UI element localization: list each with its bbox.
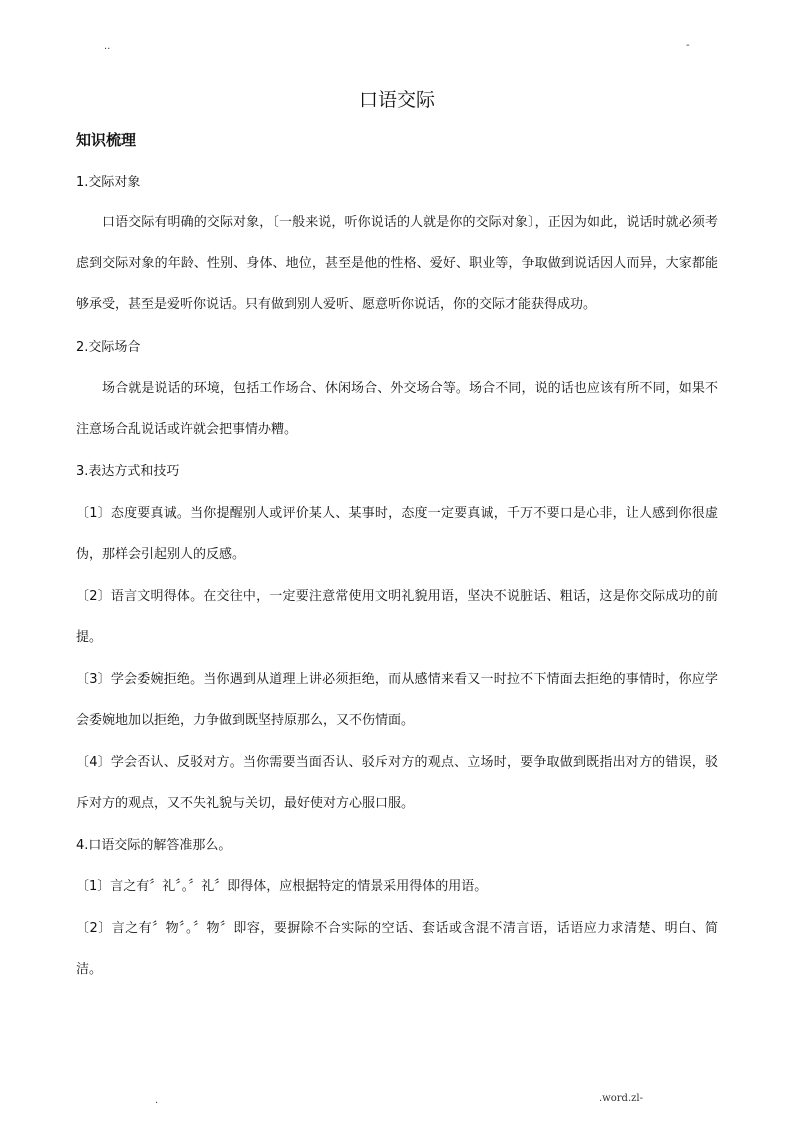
list-item-substance: 〔2〕言之有〞物〞。〞物〞即容，要摒除不合实际的空话、套话或含混不清言语，话语应力求清楚、明白、简洁。 [76, 921, 718, 977]
paragraph-communication-occasion: 场合就是说话的环境，包括工作场合、休闲场合、外交场合等。场合不同，说的话也应该有所不同，如果不注意场合乱说话或许就会把事情办糟。 [76, 381, 718, 437]
heading-communication-object: 1.交际对象 [76, 175, 141, 190]
list-item-tactful-refusal: 〔3〕学会委婉拒绝。当你遇到从道理上讲必须拒绝，而从感情来看又一时拉不下情面去拒绝的事情时，你应学会委婉地加以拒绝，力争做到既坚持原那么，又不伤情面。 [76, 672, 718, 728]
header-left-mark: .. [104, 41, 111, 52]
page-title: 口语交际 [358, 89, 435, 111]
footer-left-mark: . [155, 1095, 159, 1106]
heading-answer-criteria: 4.口语交际的解答准那么。 [76, 838, 232, 853]
footer-watermark-text: .word.zl- [599, 1093, 643, 1104]
header-right-mark: - [686, 40, 690, 51]
list-item-refute-opponent: 〔4〕学会否认、反驳对方。当你需要当面否认、驳斥对方的观点、立场时，要争取做到既指出对方的错误，驳斥对方的观点，又不失礼貌与关切，最好使对方心服口服。 [76, 755, 718, 811]
heading-communication-occasion: 2.交际场合 [76, 340, 141, 355]
list-item-courtesy: 〔1〕言之有〞礼〞。〞礼〞即得体，应根据特定的情景采用得体的用语。 [76, 879, 488, 894]
section-heading: 知识梳理 [76, 131, 137, 149]
list-item-civil-language: 〔2〕语言文明得体。在交往中，一定要注意常使用文明礼貌用语，坚决不说脏话、粗话，这是你交际成功的前提。 [76, 589, 718, 645]
heading-expression-skills: 3.表达方式和技巧 [76, 464, 180, 479]
paragraph-communication-object: 口语交际有明确的交际对象，〔一般来说，听你说话的人就是你的交际对象〕，正因为如此，说话时就必须考虑到交际对象的年龄、性别、身体、地位，甚至是他的性格、爱好、职业等，争取做到说话因人而异，大家都能够承受，甚至是爱听你说话。只有做到别人爱听、愿意听你说话，你的交际才能获得成功。 [76, 215, 718, 312]
list-item-sincere-attitude: 〔1〕态度要真诚。当你提醒别人或评价某人、某事时，态度一定要真诚，千万不要口是心非，让人感到你很虚伪，那样会引起别人的反感。 [76, 506, 718, 562]
